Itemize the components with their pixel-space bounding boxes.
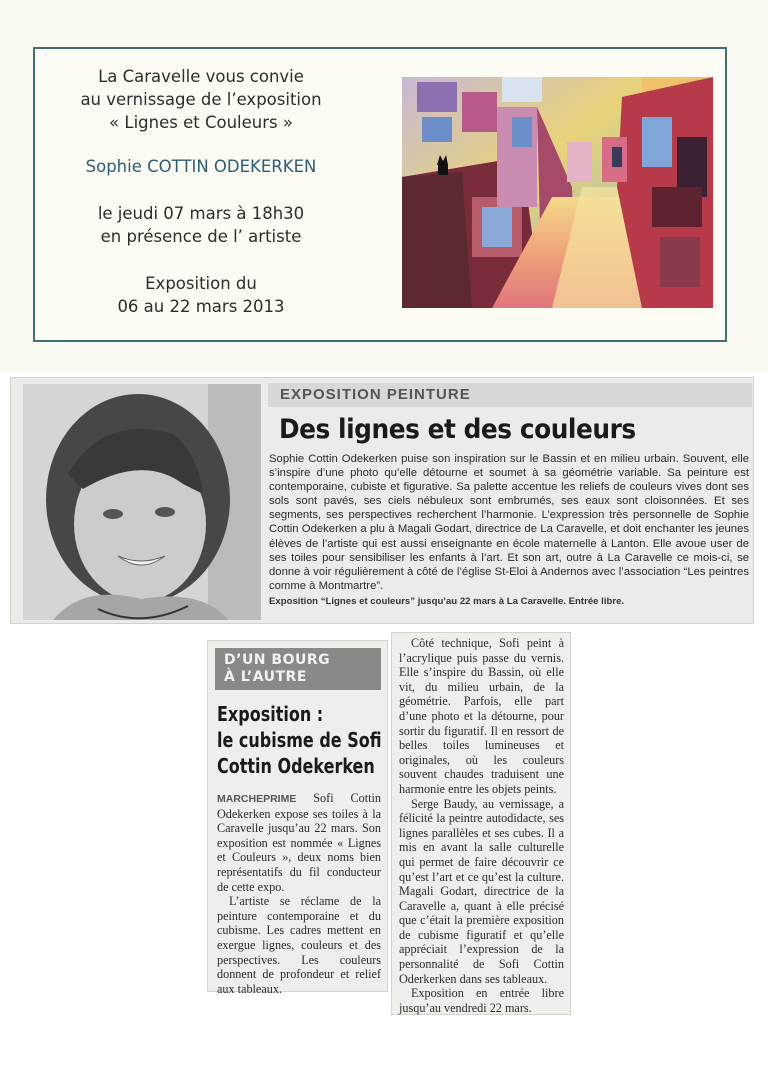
article-2-kicker <box>215 648 381 690</box>
invitation-line-1: La Caravelle vous convie <box>98 67 304 86</box>
article-2-paragraph-5: Exposition en entrée libre jusqu’au vendredi 22 mars. <box>399 986 564 1015</box>
cubist-street-painting <box>402 77 713 308</box>
article-1-kicker: EXPOSITION PEINTURE <box>268 383 752 407</box>
article-2-headline-line-2: le cubisme de Sofi <box>217 728 382 752</box>
invitation-line-2: au vernissage de l’exposition <box>80 90 322 109</box>
newspaper-clipping-2-right <box>391 632 571 1015</box>
exhibition-period-label: Exposition du <box>145 274 257 293</box>
article-2-dateline: MARCHEPRIME <box>217 793 297 805</box>
article-1-caption: Exposition “Lignes et couleurs” jusqu’au 22 mars à La Caravelle. Entrée libre. <box>269 596 625 607</box>
article-2-headline <box>217 701 385 779</box>
article-2-column-1 <box>217 791 381 996</box>
newspaper-clipping-2-left <box>207 640 388 996</box>
artist-presence: en présence de l’ artiste <box>100 227 302 246</box>
article-1-headline: Des lignes et des couleurs <box>279 414 636 445</box>
article-2-paragraph-4: Serge Baudy, au vernissage, a félicité la peintre autodidacte, ses lignes parallèles et ses cubes. Il a mis en avant la salle culturelle qui permet de faire découvrir ce qu’est l’art et ce qu’est la culture. Magali Godart, directrice de la Caravelle a, quant à elle précisé que c’était la première exposition de cubisme figuratif et qu’elle appréciait l’expression de la personnalité de Sofi Cottin Oderkerken dans ses tableaux. <box>399 796 564 986</box>
article-2-paragraph-1-text: Sofi Cottin Odekerken expose ses toiles à la Caravelle jusqu’au 22 mars. Son exposition est nommée « Lignes et Couleurs », deux noms bien représentatifs du fil conducteur de cette expo. <box>217 791 382 894</box>
exhibition-title: « Lignes et Couleurs » <box>109 113 293 132</box>
exhibition-period-dates: 06 au 22 mars 2013 <box>117 297 285 316</box>
article-2-paragraph-2: L’artiste se réclame de la peinture contemporaine et du cubisme. Les cadres mettent en exergue lignes, couleurs et des perspectives. Les couleurs donnent de profondeur et relief aux tableaux. <box>217 894 381 996</box>
newspaper-clipping-1 <box>10 377 754 624</box>
article-2-headline-line-1: Exposition : <box>217 702 324 726</box>
article-2-kicker-line-2: À L’AUTRE <box>224 669 307 685</box>
article-2-kicker-line-1: D’UN BOURG <box>224 652 331 668</box>
article-2-paragraph-3: Côté technique, Sofi peint à l’acrylique puis passe du vernis. Elle s’inspire du Bassin, où elle vit, du milieu urbain, de la géométrie. Parfois, elle part d’une photo et la détourne, pour sortir du figuratif. Il en ressort de belles toiles lumineuses et originales, où les couleurs souvent chaudes traduisent une harmonie entre les objets peints. <box>399 636 564 796</box>
article-2-column-2 <box>399 636 564 1015</box>
article-2-paragraph-1 <box>217 791 381 894</box>
article-1-body: Sophie Cottin Odekerken puise son inspiration sur le Bassin et en milieu urbain. Souvent, elle s’inspire d’une photo qu’elle détourne et soumet à sa géométrie variable. Sa peinture est contemporaine, cubiste et figurative. Sa palette accentue les reliefs de couleurs vives dont ses sols sont pavés, ses ciels nébuleux sont embrumés, ses eaux sont cloisonnées. Et ses segments, ses perspectives recherchent l’harmonie. L’expression très personnelle de Sophie Cottin Odekerken a plu à Magali Godart, directrice de La Caravelle, et doit enchanter les jeunes élèves de l’artiste qui est aussi enseignante en école maternelle à Lanton. Elle avoue user de ses toiles pour sensibiliser les enfants à l’art. Et son art, outre à La Caravelle ce mois-ci, se donne à voir régulièrement à côté de l’église St-Eloi à Andernos avec l’association “Les peintres comme à Montmartre”. <box>269 453 749 592</box>
invitation-text <box>45 65 357 318</box>
article-2-headline-line-3: Cottin Odekerken <box>217 754 375 778</box>
artist-portrait-photo <box>23 384 261 620</box>
opening-date: le jeudi 07 mars à 18h30 <box>97 204 305 223</box>
artist-name: Sophie COTTIN ODEKERKEN <box>85 157 317 176</box>
